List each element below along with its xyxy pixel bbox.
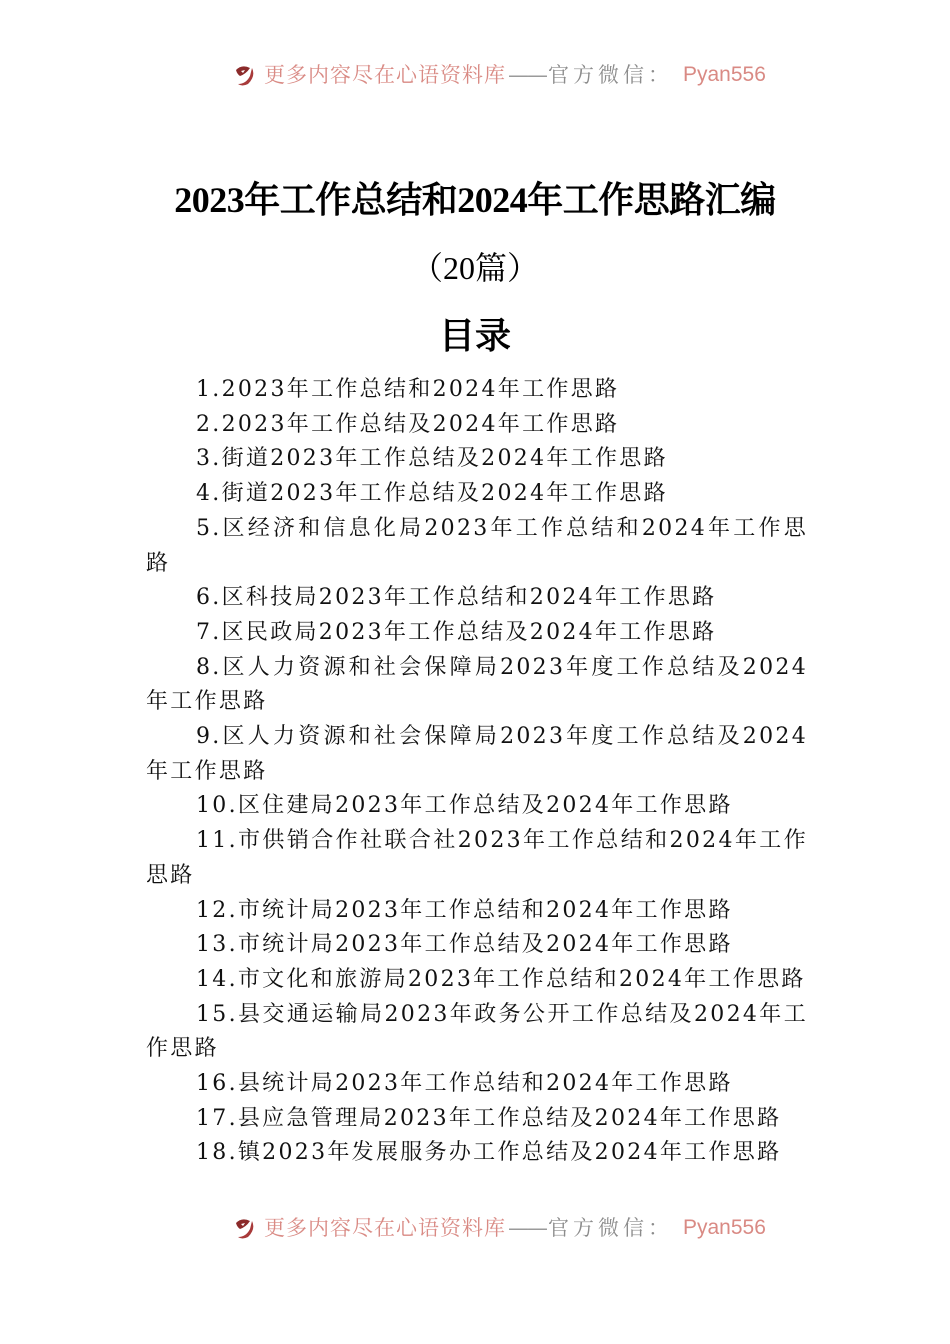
toc-item-5[interactable]: 5.区经济和信息化局2023年工作总结和2024年工作思路 [146, 515, 808, 576]
toc-item-3[interactable]: 3.街道2023年工作总结及2024年工作思路 [196, 446, 668, 472]
toc-item-15[interactable]: 15.县交通运输局2023年政务公开工作总结及2024年工作思路 [146, 1001, 808, 1062]
toc-item-6[interactable]: 6.区科技局2023年工作总结和2024年工作思路 [196, 585, 717, 611]
toc-heading: 目录 [438, 316, 511, 356]
document-title: 2023年工作总结和2024年工作思路汇编 [174, 180, 776, 220]
toc-item-2[interactable]: 2.2023年工作总结及2024年工作思路 [196, 411, 620, 437]
toc-item-17[interactable]: 17.县应急管理局2023年工作总结及2024年工作思路 [196, 1105, 782, 1131]
watermark-label: 官方微信： [548, 1216, 673, 1240]
toc-item-16[interactable]: 16.县统计局2023年工作总结和2024年工作思路 [196, 1071, 733, 1097]
watermark-label: 官方微信： [548, 63, 673, 87]
watermark-wechat-id: Pyan556 [683, 63, 766, 86]
brand-logo-icon [232, 62, 258, 88]
toc-item-12[interactable]: 12.市统计局2023年工作总结和2024年工作思路 [196, 897, 733, 923]
toc-item-4[interactable]: 4.街道2023年工作总结及2024年工作思路 [196, 481, 668, 507]
brand-logo-icon [232, 1215, 258, 1241]
toc-item-11[interactable]: 11.市供销合作社联合社2023年工作总结和2024年工作思路 [146, 828, 808, 888]
document-count: （20篇） [410, 250, 539, 286]
watermark-brand-text: 更多内容尽在心语资料库 [264, 63, 506, 87]
watermark-dash: —— [508, 1216, 546, 1240]
toc-item-7[interactable]: 7.区民政局2023年工作总结及2024年工作思路 [196, 619, 717, 645]
toc-item-10[interactable]: 10.区住建局2023年工作总结及2024年工作思路 [196, 793, 733, 819]
footer-watermark [232, 1212, 766, 1240]
table-of-contents [146, 373, 808, 1171]
toc-item-18[interactable]: 18.镇2023年发展服务办工作总结及2024年工作思路 [196, 1140, 782, 1166]
header-watermark [232, 59, 766, 87]
watermark-wechat-id: Pyan556 [683, 1216, 766, 1239]
toc-item-14[interactable]: 14.市文化和旅游局2023年工作总结和2024年工作思路 [196, 966, 806, 992]
toc-item-13[interactable]: 13.市统计局2023年工作总结及2024年工作思路 [196, 932, 733, 958]
toc-item-8[interactable]: 8.区人力资源和社会保障局2023年度工作总结及2024年工作思路 [146, 654, 808, 715]
toc-item-1[interactable]: 1.2023年工作总结和2024年工作思路 [196, 377, 620, 402]
watermark-brand-text: 更多内容尽在心语资料库 [264, 1216, 506, 1240]
watermark-dash: —— [508, 63, 546, 87]
toc-item-9[interactable]: 9.区人力资源和社会保障局2023年度工作总结及2024年工作思路 [146, 724, 808, 784]
